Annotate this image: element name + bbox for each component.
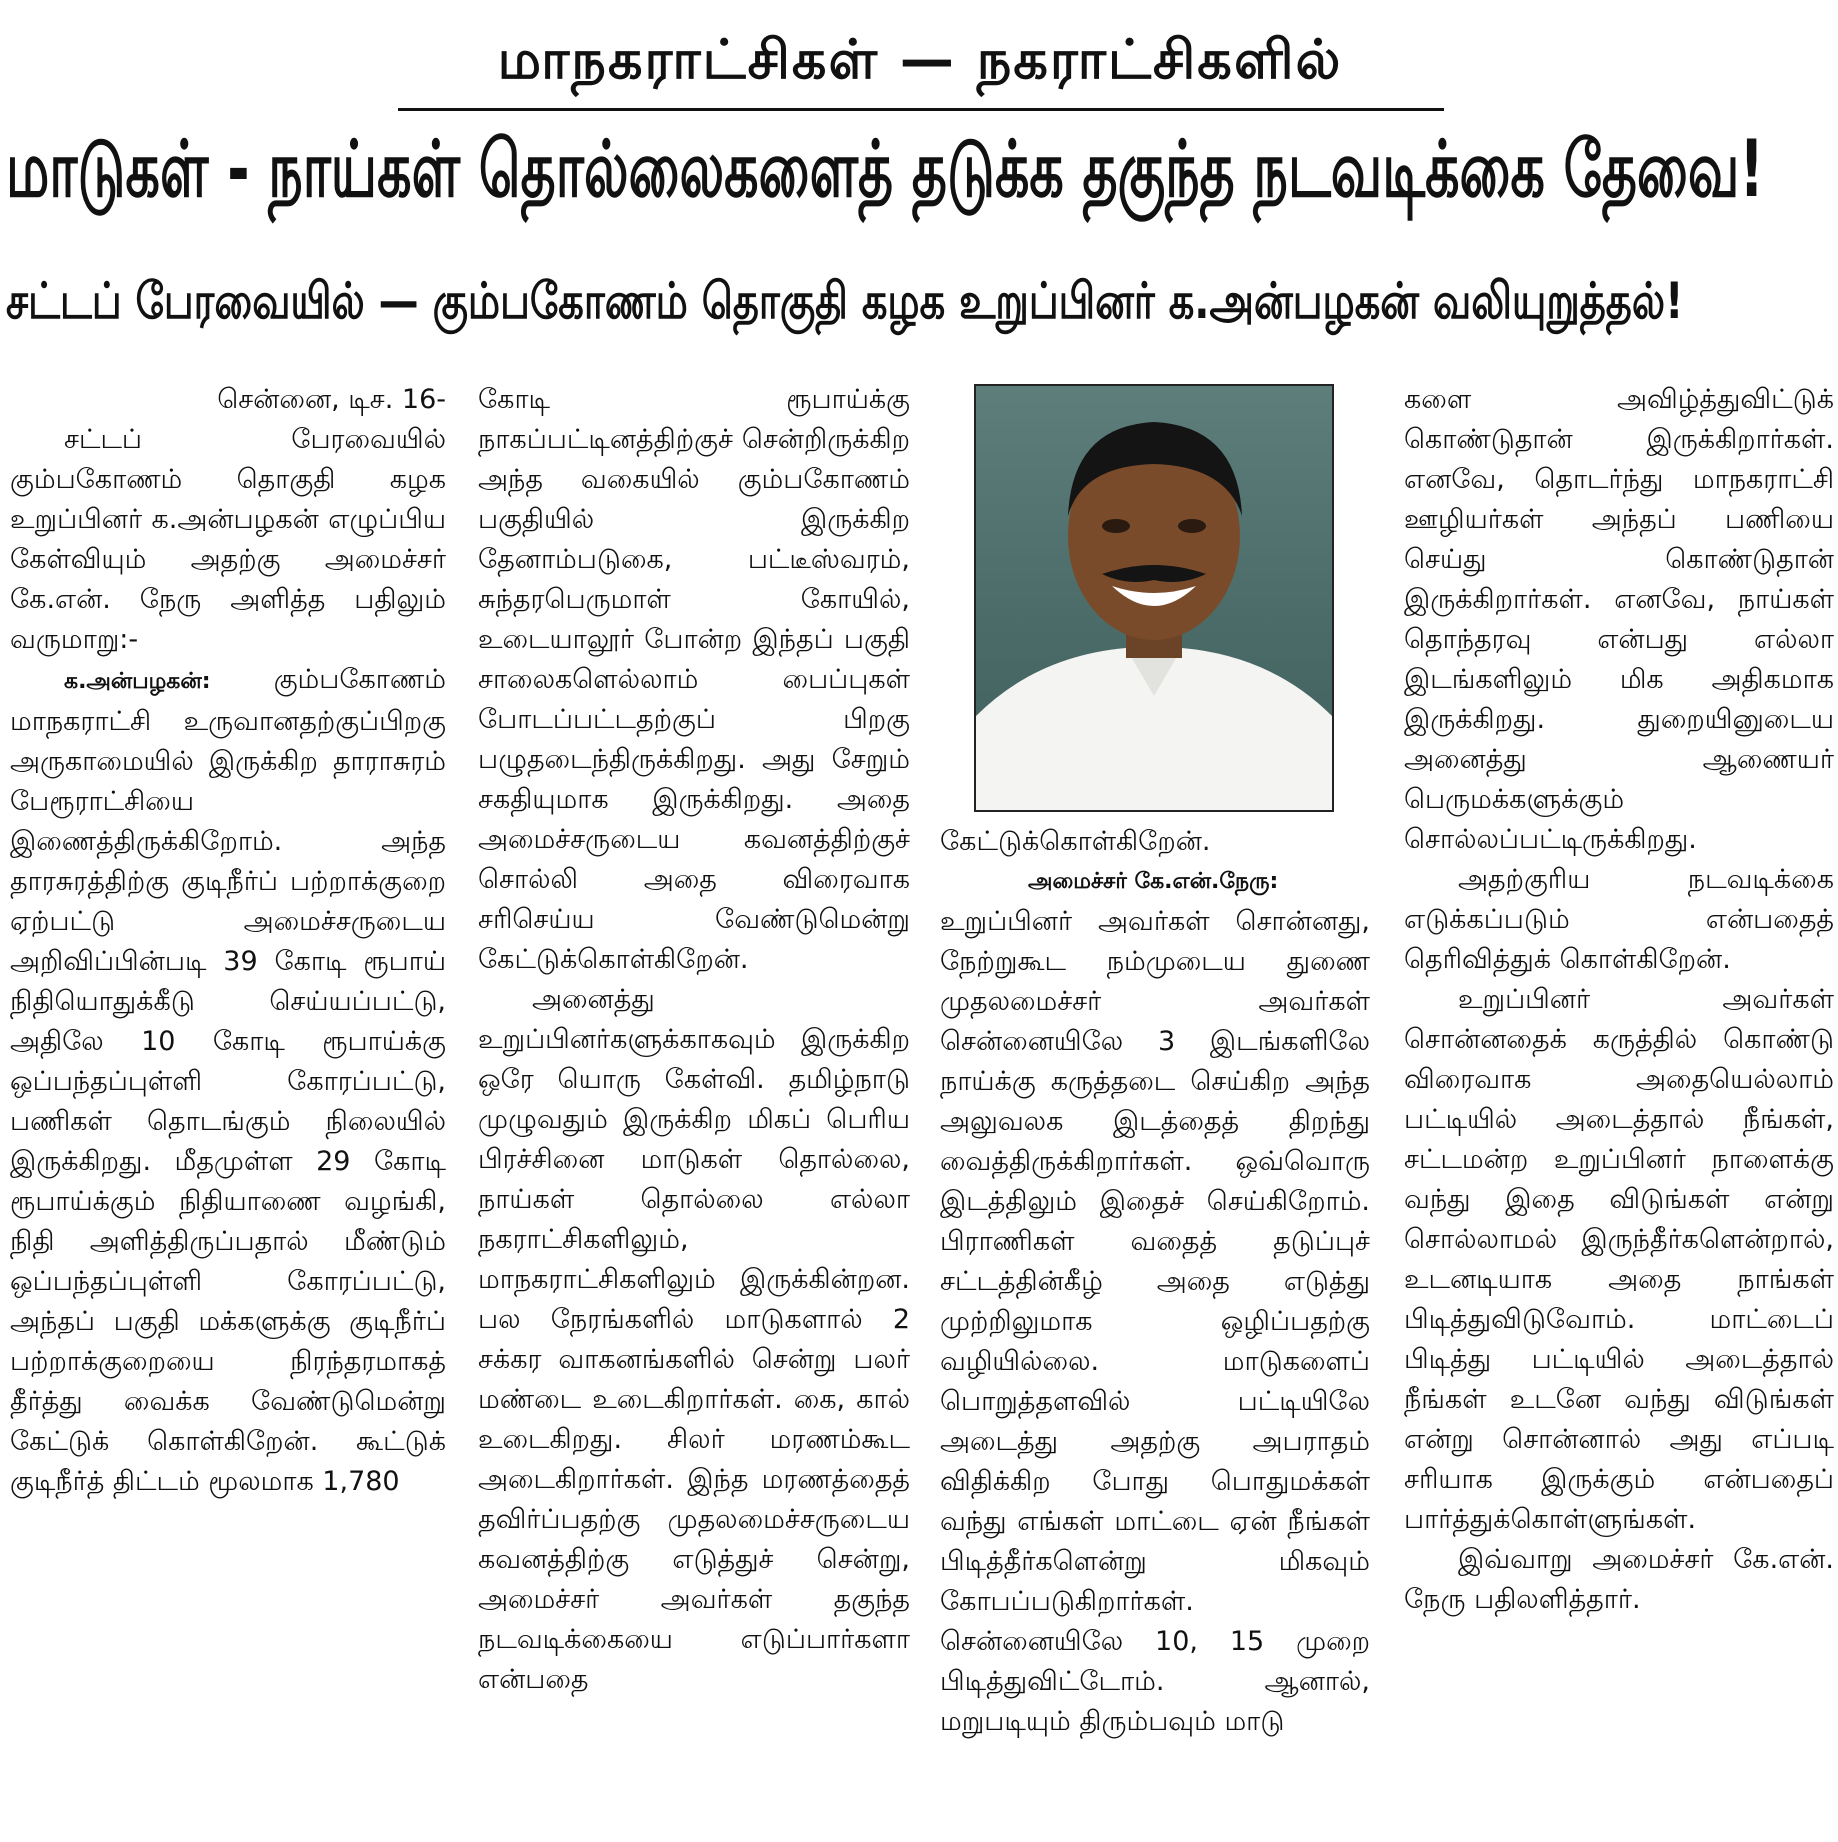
- question-paragraph-4: கேட்டுக்கொள்கிறேன்.: [940, 826, 1211, 857]
- question-paragraph-3: அனைத்து உறுப்பினர்களுக்காகவும் இருக்கிற ஒரே யொரு கேள்வி. தமிழ்நாடு முழுவதும் இருக்கிற மிகப் பெரிய பிரச்சினை மாடுகள் தொல்லை, நாய்கள் தொல்லை எல்லா நகராட்சிகளிலும், மாநகராட்சிகளிலும் இருக்கின்றன. பல நேரங்களில் மாடுகளால் 2 சக்கர வாகனங்களில் சென்று பலர் மண்டை உடைகிறார்கள். கை, கால் உடைகிறது. சிலர் மரணம்கூட அடைகிறார்கள். இந்த மரணத்தைத் தவிர்ப்பதற்கு முதலமைச்சருடைய கவனத்திற்கு எடுத்துச் சென்று, அமைச்சர் அவர்கள் தகுந்த நடவடிக்கையை எடுப்பார்களா என்பதை: [478, 984, 910, 1695]
- answer-paragraph-3: அதற்குரிய நடவடிக்கை எடுக்கப்படும் என்பதைத் தெரிவித்துக் கொள்கிறேன்.: [1404, 864, 1834, 975]
- answer-paragraph-4: உறுப்பினர் அவர்கள் சொன்னதைக் கருத்தில் கொண்டு விரைவாக அதையெல்லாம் பட்டியில் அடைத்தால் நீங்கள், சட்டமன்ற உறுப்பினர் நாளைக்கு வந்து இதை விடுங்கள் என்று சொல்லாமல் இருந்தீர்களென்றால், உடனடியாக அதை நாங்கள் பிடித்துவிடுவோம். மாட்டைப் பிடித்து பட்டியில் அடைத்தால் நீங்கள் உடனே வந்து விடுங்கள் என்று சொன்னால் அது எப்படி சரியாக இருக்கும் என்பதைப் பார்த்துக்கொள்ளுங்கள்.: [1404, 984, 1834, 1535]
- article-column-4: [1404, 380, 1834, 1842]
- answer-paragraph-1: உறுப்பினர் அவர்கள் சொன்னது, நேற்றுகூட நம்முடைய துணை முதலமைச்சர் அவர்கள் சென்னையிலே 3 இடங்களிலே நாய்க்கு கருத்தடை செய்கிற அந்த அலுவலக இடத்தைத் திறந்து வைத்திருக்கிறார்கள். ஒவ்வொரு இடத்திலும் இதைச் செய்கிறோம். பிராணிகள் வதைத் தடுப்புச் சட்டத்தின்கீழ் அதை எடுத்து முற்றிலுமாக ஒழிப்பதற்கு வழியில்லை. மாடுகளைப் பொறுத்தளவில் பட்டியிலே அடைத்து அதற்கு அபராதம் விதிக்கிற போது பொதுமக்கள் வந்து எங்கள் மாட்டை ஏன் நீங்கள் பிடித்தீர்களென்று மிகவும் கோபப்படுகிறார்கள். சென்னையிலே 10, 15 முறை பிடித்துவிட்டோம். ஆனால், மறுபடியும் திரும்பவும் மாடு: [940, 906, 1370, 1737]
- question-paragraph-1: [10, 660, 446, 1502]
- question-paragraph-2: கோடி ரூபாய்க்கு நாகப்பட்டினத்திற்குச் சென்றிருக்கிற அந்த வகையில் கும்பகோணம் பகுதியில் இருக்கிற தேனாம்படுகை, பட்டீஸ்வரம், சுந்தரபெருமாள் கோயில், உடையாலூர் போன்ற இந்தப் பகுதி சாலைகளெல்லாம் பைப்புகள் போடப்பட்டதற்குப் பிறகு பழுதடைந்திருக்கிறது. அது சேறும் சகதியுமாக இருக்கிறது. அதை அமைச்சருடைய கவனத்திற்குச் சொல்லி அதை விரைவாக சரிசெய்ய வேண்டுமென்று கேட்டுக்கொள்கிறேன்.: [478, 384, 910, 975]
- answer-paragraph-2: களை அவிழ்த்துவிட்டுக் கொண்டுதான் இருக்கிறார்கள். எனவே, தொடர்ந்து மாநகராட்சி ஊழியர்கள் அந்தப் பணியை செய்து கொண்டுதான் இருக்கிறார்கள். எனவே, நாய்கள் தொந்தரவு என்பது எல்லா இடங்களிலும் மிக அதிகமாக இருக்கிறது. துறையினுடைய அனைத்து ஆணையர் பெருமக்களுக்கும் சொல்லப்பட்டிருக்கிறது.: [1404, 384, 1834, 855]
- question-text-1: கும்பகோணம் மாநகராட்சி உருவானதற்குப்பிறகு அருகாமையில் இருக்கிற தாராசுரம் பேரூராட்சியை இணைத்திருக்கிறோம். அந்த தாரசுரத்திற்கு குடிநீர்ப் பற்றாக்குறை ஏற்பட்டு அமைச்சருடைய அறிவிப்பின்படி 39 கோடி ரூபாய் நிதியொதுக்கீடு செய்யப்பட்டு, அதிலே 10 கோடி ரூபாய்க்கு ஒப்பந்தப்புள்ளி கோரப்பட்டு, பணிகள் தொடங்கும் நிலையில் இருக்கிறது. மீதமுள்ள 29 கோடி ரூபாய்க்கும் நிதியாணை வழங்கி, நிதி அளித்திருப்பதால் மீண்டும் ஒப்பந்தப்புள்ளி கோரப்பட்டு, அந்தப் பகுதி மக்களுக்கு குடிநீர்ப் பற்றாக்குறையை நிரந்தரமாகத் தீர்த்து வைக்க வேண்டுமென்று கேட்டுக் கொள்கிறேன். கூட்டுக் குடிநீர்த் திட்டம் மூலமாக 1,780: [10, 664, 446, 1497]
- article-column-2: [478, 380, 910, 1842]
- kicker-heading: மாநகராட்சிகள் — நகராட்சிகளில்: [497, 28, 1343, 91]
- subheadline: சட்டப் பேரவையில் — கும்பகோணம் தொகுதி கழக உறுப்பினர் க.அன்பழகன் வலியுறுத்தல்!: [6, 272, 1684, 330]
- closing-paragraph: இவ்வாறு அமைச்சர் கே.என். நேரு பதிலளித்தார்.: [1404, 1544, 1834, 1615]
- article-column-1: [10, 380, 446, 1842]
- portrait-illustration: [976, 386, 1332, 810]
- article-column-3: [940, 822, 1370, 1842]
- speaker-name: க.அன்பழகன்:: [64, 669, 211, 694]
- portrait-photo: [974, 384, 1334, 812]
- article-intro: சட்டப் பேரவையில் கும்பகோணம் தொகுதி கழக உறுப்பினர் க.அன்பழகன் எழுப்பிய கேள்வியும் அதற்கு அமைச்சர் கே.என். நேரு அளித்த பதிலும் வருமாறு:-: [10, 424, 446, 655]
- kicker-rule: [398, 108, 1444, 111]
- dateline: சென்னை, டிச. 16-: [217, 384, 446, 415]
- headline: மாடுகள் - நாய்கள் தொல்லைகளைத் தடுக்க தகுந்த நடவடிக்கை தேவை!: [6, 125, 1764, 215]
- minister-speaker: அமைச்சர் கே.என்.நேரு:: [1028, 869, 1279, 894]
